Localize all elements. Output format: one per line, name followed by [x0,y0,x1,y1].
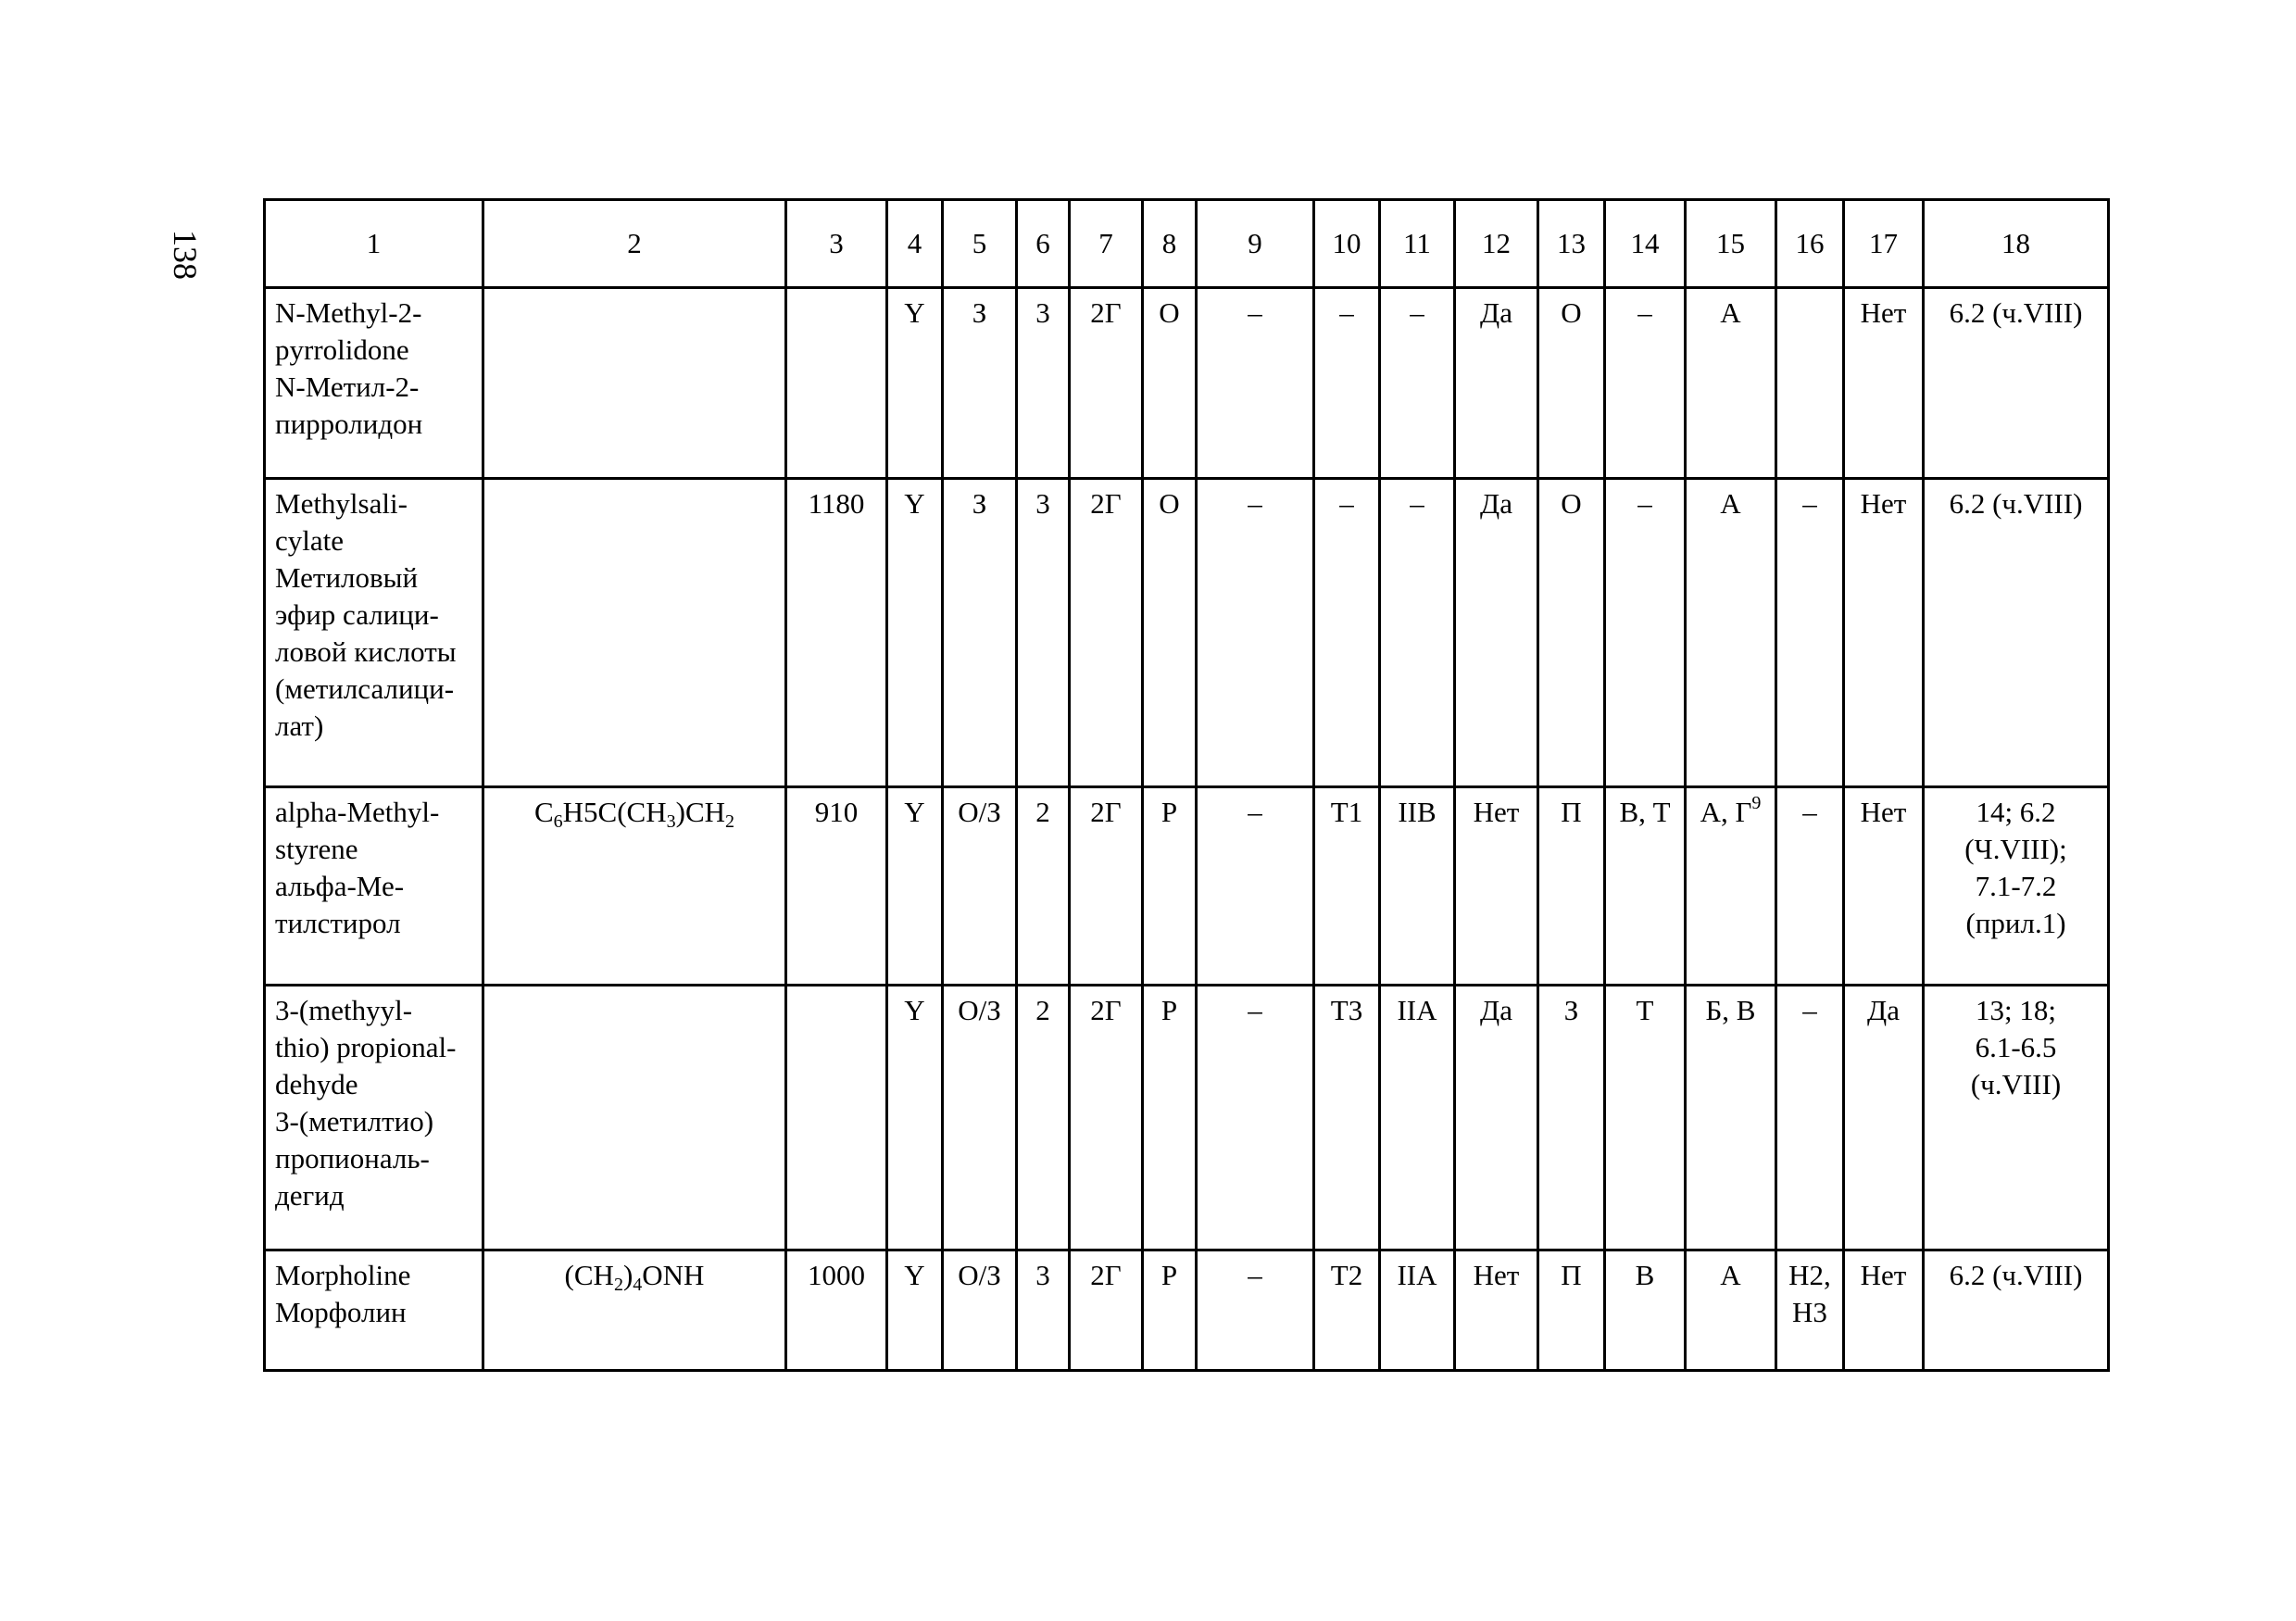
column-header: 13 [1538,200,1605,288]
cell: 13; 18; 6.1-6.5 (ч.VIII) [1924,986,2109,1250]
table-row [265,986,2109,1250]
column-header: 11 [1380,200,1455,288]
cell: А [1686,288,1776,479]
cell: – [1380,288,1455,479]
cell: – [1776,986,1844,1250]
column-header: 1 [265,200,483,288]
cell: Нет [1844,288,1924,479]
cell: Т [1605,986,1686,1250]
cell: T3 [1314,986,1380,1250]
cell: Б, В [1686,986,1776,1250]
column-header: 8 [1143,200,1197,288]
cell: 2Г [1070,479,1143,787]
table-row [265,288,2109,479]
cell: Нет [1455,1250,1538,1371]
formula-cell [483,986,786,1250]
cell: 6.2 (ч.VIII) [1924,288,2109,479]
cell: 2Г [1070,787,1143,986]
cell: 3 [1017,288,1070,479]
cell: А [1686,479,1776,787]
formula-cell [483,288,786,479]
cell: – [1197,288,1314,479]
cell: Да [1844,986,1924,1250]
cell: О/З [943,787,1017,986]
cell: П [1538,1250,1605,1371]
product-name-cell: alpha-Methyl- styrene альфа-Ме- тилстирол [265,787,483,986]
cell: О/З [943,986,1017,1250]
cell: 910 [786,787,887,986]
cell: Р [1143,1250,1197,1371]
product-name-cell: 3-(methyyl- thio) propional- dehyde 3-(метилтио) пропиональ- дегид [265,986,483,1250]
cell [1776,288,1844,479]
cell: Нет [1844,787,1924,986]
cargo-requirements-table [263,198,2110,1372]
cell: – [1776,787,1844,986]
cell: 14; 6.2 (Ч.VIII); 7.1-7.2 (прил.1) [1924,787,2109,986]
cell: Р [1143,986,1197,1250]
cell: З [943,288,1017,479]
cell: Да [1455,479,1538,787]
column-header: 2 [483,200,786,288]
column-header: 6 [1017,200,1070,288]
cell: Y [887,787,943,986]
cell: О [1538,288,1605,479]
formula-cell: $C_6H5C(CH_3)CH_2$ [483,787,786,986]
cell: 2 [1017,986,1070,1250]
cell: – [1314,288,1380,479]
column-header: 15 [1686,200,1776,288]
cell: Да [1455,288,1538,479]
cell: Y [887,288,943,479]
cell: З [943,479,1017,787]
cell: 2Г [1070,986,1143,1250]
cell: 1180 [786,479,887,787]
cell: – [1776,479,1844,787]
cell: В [1605,1250,1686,1371]
cell: 3 [1017,479,1070,787]
cell: Нет [1455,787,1538,986]
product-name-cell: Morpholine Морфолин [265,1250,483,1371]
column-header: 14 [1605,200,1686,288]
table-row [265,787,2109,986]
cell: З [1538,986,1605,1250]
cell: Н2, Н3 [1776,1250,1844,1371]
page-number: 138 [167,230,204,280]
column-header: 3 [786,200,887,288]
column-header: 12 [1455,200,1538,288]
cell: В, Т [1605,787,1686,986]
cell: T1 [1314,787,1380,986]
formula-cell [483,479,786,787]
cell: – [1380,479,1455,787]
cell: Y [887,1250,943,1371]
cell: Y [887,986,943,1250]
cell: 2Г [1070,1250,1143,1371]
column-header: 9 [1197,200,1314,288]
cell: Р [1143,787,1197,986]
cell: Да [1455,986,1538,1250]
cell: – [1605,288,1686,479]
column-header: 7 [1070,200,1143,288]
cell: А [1686,1250,1776,1371]
cell: IIA [1380,1250,1455,1371]
cell: – [1605,479,1686,787]
cell: – [1314,479,1380,787]
cell: 6.2 (ч.VIII) [1924,1250,2109,1371]
cell: – [1197,787,1314,986]
formula-cell: $(CH_2)_4ONH$ [483,1250,786,1371]
cell: Нет [1844,479,1924,787]
cell: 3 [1017,1250,1070,1371]
product-name-cell: N-Methyl-2- pyrrolidone N-Метил-2- пирролидон [265,288,483,479]
cell: Y [887,479,943,787]
header-row [265,200,2109,288]
cell: – [1197,479,1314,787]
cell: IIB [1380,787,1455,986]
cell: IIA [1380,986,1455,1250]
cell: О/З [943,1250,1017,1371]
cell [786,986,887,1250]
table-row [265,1250,2109,1371]
cell: 6.2 (ч.VIII) [1924,479,2109,787]
cell: П [1538,787,1605,986]
column-header: 10 [1314,200,1380,288]
cell: А, $Г^9$ [1686,787,1776,986]
column-header: 4 [887,200,943,288]
cell: T2 [1314,1250,1380,1371]
column-header: 18 [1924,200,2109,288]
column-header: 16 [1776,200,1844,288]
cell: О [1538,479,1605,787]
cell: Нет [1844,1250,1924,1371]
cell: 2Г [1070,288,1143,479]
column-header: 5 [943,200,1017,288]
cell: – [1197,986,1314,1250]
cell: – [1197,1250,1314,1371]
cell: 1000 [786,1250,887,1371]
table-row [265,479,2109,787]
cell: 2 [1017,787,1070,986]
cell: О [1143,288,1197,479]
cell [786,288,887,479]
product-name-cell: Methylsali- cylate Метиловый эфир салици- ловой кислоты (метилсалици- лат) [265,479,483,787]
cell: О [1143,479,1197,787]
column-header: 17 [1844,200,1924,288]
